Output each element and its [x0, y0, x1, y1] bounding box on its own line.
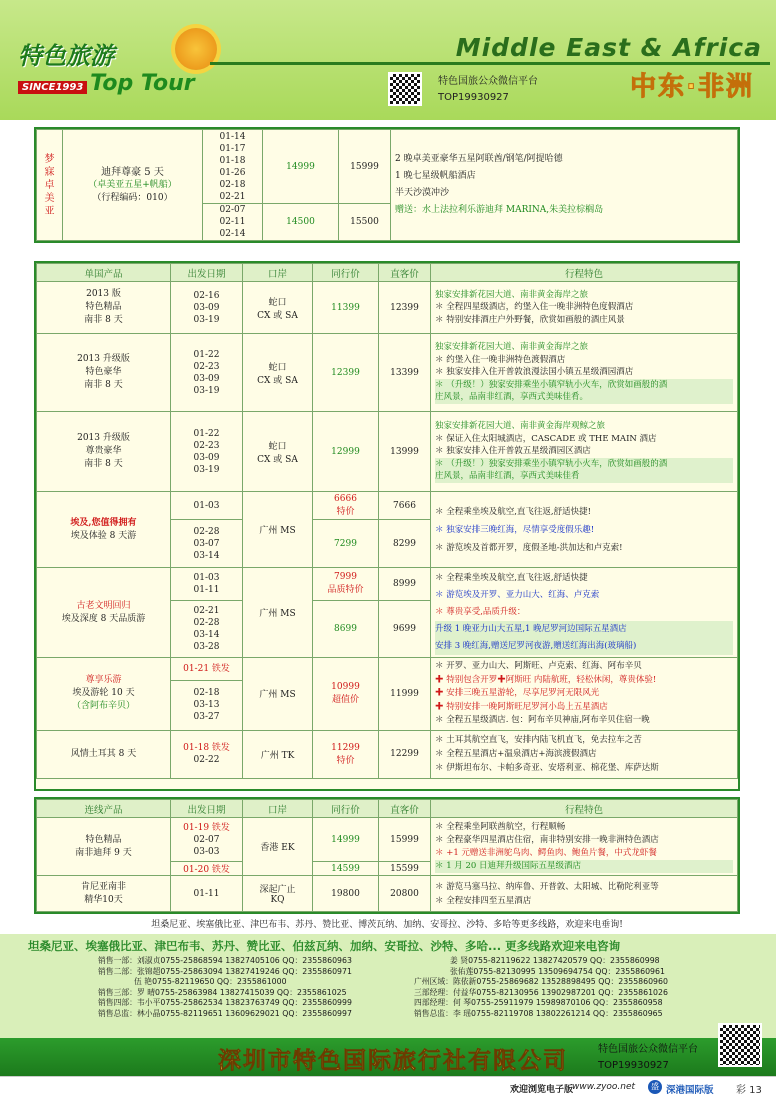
date: 03-14	[193, 629, 220, 640]
feature: 独家安排新花园大道、南非黄金海岸之旅	[435, 342, 589, 353]
company-name: 深圳市特色国际旅行社有限公司	[218, 1048, 568, 1074]
product-code: （行程编码：010）	[92, 192, 173, 203]
col-header: 出发日期	[171, 264, 243, 282]
price-tag: 超值价	[331, 695, 359, 706]
date-list	[171, 680, 243, 730]
date: 03-09	[193, 302, 220, 313]
product-cell	[37, 876, 171, 912]
product-line: 埃及深度 8 天品质游	[61, 613, 146, 624]
table-row	[37, 568, 738, 601]
product-line: 南非 8 天	[84, 315, 123, 325]
logo-en: Top Tour	[90, 71, 195, 96]
logo-since: SINCE1993	[18, 81, 87, 94]
date: 01-21 铁发	[183, 663, 230, 674]
product-line: （含阿布辛贝）	[71, 701, 135, 712]
date: 03-28	[193, 641, 220, 652]
peer-price	[313, 658, 379, 731]
col-header: 同行价	[313, 800, 379, 818]
date: 01-14	[219, 131, 246, 142]
sales-contact: 姜 贤0755-82119622 13827420579 QQ：2355860998	[450, 956, 660, 965]
product-line: 南非迪拜 9 天	[75, 847, 132, 858]
port-line: 蛇口	[268, 297, 287, 308]
feature: ＊ 游览埃及首都开罗，度假圣地-洪加达和卢克索!	[435, 542, 623, 553]
sales-contacts-right	[414, 956, 668, 1019]
port: 广州 MS	[243, 492, 313, 568]
peer-price: 11399	[313, 282, 379, 334]
product-cell	[63, 130, 203, 241]
price-value: 7999	[334, 572, 357, 583]
table-row	[37, 658, 738, 681]
feature: 2 晚卓美亚豪华五星阿联酋/钢笔/阿提哈德	[395, 154, 563, 164]
features	[431, 876, 738, 912]
price-tag: 特价	[336, 507, 355, 517]
wechat-info-bottom	[598, 1042, 698, 1074]
table-row	[37, 818, 738, 862]
product-sub: （卓美亚五星+帆船）	[88, 179, 177, 190]
product-cell	[37, 658, 171, 731]
feature: ＊ 约堡入住一晚非洲特色渡假酒店	[435, 354, 566, 365]
feature: 独家安排新花园大道、南非黄金海岸观鲸之旅	[435, 421, 606, 432]
feature: ✚ 特别安排一晚阿斯旺尼罗河小岛上五星酒店	[435, 701, 608, 712]
price-tag: 特价	[336, 755, 355, 766]
product-line: 风情土耳其 8 天	[70, 748, 137, 759]
feature: 安排 3 晚红海,赠送尼罗河夜游,赠送红海出海(玻璃船)	[435, 638, 733, 655]
feature: ✚ 安排三晚五星游轮，尽享尼罗河无限风光	[435, 688, 600, 698]
retail-price: 15500	[339, 204, 391, 241]
col-header: 单国产品	[37, 264, 171, 282]
features	[431, 334, 738, 412]
retail-price: 15999	[339, 130, 391, 204]
destinations-banner: 坦桑尼亚、埃塞俄比亚、津巴布韦、苏丹、赞比亚、伯兹瓦纳、加纳、安哥拉、沙特、多哈... 更多线路欢迎来电咨询	[28, 939, 621, 953]
date-list	[203, 204, 263, 241]
feature: ＊ 全程四星级酒店，约堡入住一晚非洲特色度假酒店	[435, 302, 634, 313]
date: 01-17	[219, 143, 246, 154]
features	[431, 568, 738, 658]
brand-logo	[18, 36, 195, 96]
dubai-table	[34, 127, 740, 243]
date: 02-21	[193, 605, 220, 616]
feature: ＊ 伊斯坦布尔、卡帕多奇亚、安塔利亚、棉花堡、库萨达斯	[435, 763, 659, 773]
date: 02-18	[193, 688, 220, 699]
price-value: 6666	[334, 494, 357, 504]
feature: ＊ 保证入住太阳城酒店，CASCADE 或 THE MAIN 酒店	[435, 433, 657, 444]
peer-price: 12999	[313, 412, 379, 492]
feature: 半天沙漠冲沙	[395, 188, 450, 198]
sales-contact: 销售四部：韦小平0755-25862534 13823763749 QQ：2355860999	[98, 998, 352, 1007]
price-value: 11299	[331, 742, 360, 753]
peer-price	[313, 492, 379, 520]
sales-contacts-left	[98, 956, 352, 1019]
product-line: 埃及,您值得拥有	[70, 517, 137, 528]
product-cell	[37, 730, 171, 778]
date: 03-14	[193, 550, 220, 561]
col-header: 连线产品	[37, 800, 171, 818]
sales-contact: 销售三部：罗 晴0755-25863984 13827415039 QQ：2355861025	[98, 987, 347, 997]
table-row	[37, 412, 738, 492]
retail-price: 12299	[379, 730, 431, 778]
date: 02-23	[193, 361, 220, 372]
feature: ＊ （升级！）独家安排乘坐小镇窄轨小火车，欣赏如画般的酒	[435, 458, 733, 471]
feature: 庄风景，品南非红酒，享西式美味佳肴	[435, 470, 733, 483]
features	[431, 730, 738, 778]
date: 01-18	[219, 155, 246, 166]
date-list	[171, 492, 243, 520]
retail-price: 9699	[379, 600, 431, 657]
feature: 1 晚七星级帆船酒店	[395, 171, 476, 181]
port-line: 蛇口	[268, 362, 287, 373]
product-line: 2013 升级版	[77, 433, 130, 443]
date: 02-14	[219, 229, 246, 239]
features	[431, 412, 738, 492]
feature: ＊ 全程乘坐阿联酋航空，行程顺畅	[435, 821, 566, 832]
peer-price: 7299	[313, 520, 379, 568]
date: 03-07	[193, 538, 220, 549]
col-header: 口岸	[243, 264, 313, 282]
retail-price: 13999	[379, 412, 431, 492]
col-header: 行程特色	[431, 264, 738, 282]
date: 03-03	[193, 846, 220, 857]
single-country-table	[34, 261, 740, 791]
date: 03-19	[193, 314, 220, 325]
product-line: 特色精品	[85, 302, 122, 312]
peer-price	[313, 568, 379, 601]
retail-price: 12399	[379, 282, 431, 334]
features	[391, 130, 738, 241]
port	[243, 282, 313, 334]
page-footer	[0, 1076, 776, 1100]
col-header: 口岸	[243, 800, 313, 818]
feature: ＊ 特别安排酒庄户外野餐，欣赏如画般的酒庄风景	[435, 314, 625, 325]
retail-price: 8299	[379, 520, 431, 568]
date: 02-16	[193, 290, 220, 301]
feature: ＊ 全程五星酒店+温泉酒店+海滨渡假酒店	[435, 749, 597, 759]
routes-note: 坦桑尼亚、埃塞俄比亚、津巴布韦、苏丹、赞比亚、博茨瓦纳、加纳、安哥拉、沙特、多哈等更多线路，欢迎来电垂询!	[151, 920, 623, 930]
feature: ＊ 游览埃及开罗、亚力山大、红海、卢克索	[435, 590, 600, 600]
product-line: 特色豪华	[85, 367, 122, 377]
peer-price: 14599	[313, 862, 379, 876]
logo-cn: 特色旅游	[18, 42, 114, 70]
date: 02-18	[219, 179, 246, 190]
date: 01-26	[219, 167, 246, 178]
date-list	[171, 658, 243, 681]
date: 03-13	[193, 700, 220, 711]
peer-price: 12399	[313, 334, 379, 412]
features	[431, 492, 738, 568]
product-line: 尊贵豪华	[85, 446, 122, 456]
date: 02-23	[193, 440, 220, 451]
table-row	[37, 492, 738, 520]
product-name: 迪拜尊豪 5 天	[101, 166, 164, 178]
wechat-info	[438, 74, 538, 106]
sales-contact: 伍 艳0755-82119650 QQ：2355861000	[134, 977, 287, 986]
sales-contact: 广州区域：陈依新0755-25869682 13528898495 QQ：2355860960	[414, 977, 668, 986]
feature: ＊ 游览马塞马拉、纳库鲁、开普敦、太阳城、比勒陀利亚等	[435, 881, 659, 892]
page-number: 彩 13	[736, 1085, 762, 1096]
sales-contact: 销售二部：张锦超0755-25863094 13827419246 QQ：2355860971	[98, 966, 352, 976]
date: 03-19	[193, 464, 220, 475]
title-cn: 中东·非洲	[630, 72, 754, 102]
product-line: 2013 升级版	[77, 354, 130, 364]
feature: 庄风景，品南非红酒，享西式美味佳肴。	[435, 391, 733, 404]
edition-icon: 盛	[648, 1080, 662, 1094]
feature: ＊ 全程豪华四星酒店住宿，南非特别安排一晚非洲特色酒店	[435, 834, 659, 845]
date: 01-03	[193, 500, 220, 511]
feature: ＊ 全程安排四至五星酒店	[435, 895, 532, 906]
retail-price: 15599	[379, 862, 431, 876]
feature: 赠送：水上法拉利乐游迪拜 MARINA,朱美拉棕榈岛	[395, 205, 604, 215]
col-header: 直客价	[379, 800, 431, 818]
feature: 升级 1 晚亚力山大五星,1 晚尼罗河边国际五星酒店	[435, 621, 733, 638]
date-list	[171, 600, 243, 657]
title-en: Middle East & Africa	[455, 33, 762, 62]
date-list	[171, 520, 243, 568]
date-list	[171, 818, 243, 862]
date: 01-18 铁发	[183, 743, 230, 753]
qr-code-icon	[718, 1023, 762, 1067]
date: 02-28	[193, 526, 220, 537]
features	[431, 818, 738, 876]
port: 广州 MS	[243, 568, 313, 658]
product-line: 特色精品	[85, 834, 122, 845]
port-line: 蛇口	[268, 441, 287, 452]
date: 01-22	[193, 349, 220, 360]
port-line: CX 或 SA	[257, 375, 298, 386]
product-line: 南非 8 天	[84, 380, 123, 390]
peer-price: 14999	[313, 818, 379, 862]
feature: ＊ 独家安排入住开普敦浪漫法国小镇五星级酒园酒店	[435, 367, 634, 378]
date: 03-09	[193, 452, 220, 463]
date: 01-03	[193, 572, 220, 583]
product-cell	[37, 282, 171, 334]
retail-price: 13399	[379, 334, 431, 412]
date: 02-28	[193, 617, 220, 628]
feature: ＊ （升级！）独家安排乘坐小镇窄轨小火车，欣赏如画般的酒	[435, 379, 733, 392]
feature: ＊ 开罗、亚力山大、阿斯旺、卢克索、红海、阿布辛贝	[435, 661, 642, 671]
date-list	[171, 730, 243, 778]
date: 01-20 铁发	[171, 862, 243, 876]
feature: ＊ +1 元赠送非洲鸵鸟肉、鳄鱼肉、鲍鱼片餐，中式龙虾餐	[435, 847, 657, 858]
edition-name: 深港国际版	[666, 1085, 714, 1096]
date: 03-09	[193, 373, 220, 384]
peer-price: 8699	[313, 600, 379, 657]
product-cell	[37, 412, 171, 492]
product-line: 古老文明回归	[76, 600, 131, 611]
product-line: 埃及体验 8 天游	[70, 530, 137, 541]
date: 03-27	[193, 712, 220, 723]
features	[431, 658, 738, 731]
product-line: 精华10天	[84, 894, 123, 905]
port-line: CX 或 SA	[257, 310, 298, 321]
feature: ＊ 1 月 20 日迪拜升级国际五星级酒店	[435, 860, 733, 873]
page-header	[0, 0, 776, 120]
feature: ＊ 独家安排入住开普敦五星级酒园区酒店	[435, 446, 591, 457]
peer-price	[313, 730, 379, 778]
port-line: KQ	[270, 895, 285, 905]
retail-price: 20800	[379, 876, 431, 912]
peer-price: 14999	[263, 130, 339, 204]
qr-code-icon	[388, 72, 422, 106]
feature: ＊ 全程乘坐埃及航空,直飞往返,舒适快捷	[435, 573, 588, 583]
date: 01-11	[193, 584, 220, 595]
feature: ＊ 全程五星级酒店. 包：阿布辛贝神庙,阿布辛贝住宿一晚	[435, 715, 650, 725]
footer-url[interactable]: www.zyoo.net	[572, 1082, 636, 1092]
port: 香港 EK	[243, 818, 313, 876]
date: 03-19	[193, 385, 220, 396]
col-header: 直客价	[379, 264, 431, 282]
features	[431, 282, 738, 334]
table-row	[37, 282, 738, 334]
product-cell	[37, 818, 171, 876]
date: 02-21	[219, 191, 246, 202]
feature: ＊ 全程乘坐埃及航空,直飞往返,舒适快捷!	[435, 506, 592, 517]
port: 广州 TK	[243, 730, 313, 778]
feature: ✚ 特别包含开罗✚阿斯旺 内陆航班，轻松休闲，尊贵体验!	[435, 674, 657, 685]
product-line: 2013 版	[86, 289, 121, 299]
retail-price: 15999	[379, 818, 431, 862]
product-cell	[37, 492, 171, 568]
sales-contact: 四部经理：何 琴0755-25911979 15989870106 QQ：2355860958	[414, 998, 663, 1007]
port-line: 深起广止	[259, 885, 296, 895]
feature: ＊ 土耳其航空直飞，安排内陆飞机直飞，免去拉车之苦	[435, 735, 642, 745]
product-line: 南非 8 天	[84, 459, 123, 469]
port: 广州 MS	[243, 658, 313, 731]
footer-text: 欢迎浏览电子版	[510, 1085, 574, 1095]
product-line: 肯尼亚南非	[80, 881, 126, 892]
date: 01-11	[171, 876, 243, 912]
product-line: 尊享乐游	[85, 675, 122, 686]
port	[243, 412, 313, 492]
feature: 独家安排新花园大道、南非黄金海岸之旅	[435, 289, 589, 300]
combo-table	[34, 797, 740, 914]
product-line: 埃及游轮 10 天	[72, 688, 135, 699]
table-row	[37, 730, 738, 778]
date-list	[171, 334, 243, 412]
port	[243, 334, 313, 412]
product-cell	[37, 568, 171, 658]
retail-price: 7666	[379, 492, 431, 520]
sales-contact: 销售总监：林小晶0755-82119651 13609629021 QQ：2355860997	[98, 1008, 352, 1018]
retail-price: 8999	[379, 568, 431, 601]
table-row	[37, 334, 738, 412]
peer-price: 14500	[263, 204, 339, 241]
sales-contact: 张佑莲0755-82130995 13509694754 QQ：2355860961	[450, 966, 665, 976]
row-label: 梦寐卓美亚	[37, 130, 63, 241]
divider-swoosh	[210, 62, 770, 65]
wechat-id: TOP19930927	[598, 1060, 669, 1071]
feature: ＊ 独家安排三晚红海，尽情享受度假乐趣!	[435, 524, 595, 535]
sales-contact: 销售一部：刘淑贞0755-25868594 13827405106 QQ：2355860963	[98, 956, 352, 965]
price-value: 10999	[331, 682, 360, 693]
date: 02-07	[219, 205, 246, 215]
wechat-label: 特色国旅公众微信平台	[438, 76, 538, 87]
sales-contact: 销售总监：李 瑶0755-82119708 13802261214 QQ：2355860965	[414, 1008, 663, 1018]
date: 02-07	[193, 834, 220, 845]
port-line: CX 或 SA	[257, 454, 298, 465]
date-list	[171, 568, 243, 601]
wechat-id: TOP19930927	[438, 92, 509, 103]
date: 02-11	[219, 217, 246, 227]
date-list	[171, 282, 243, 334]
date-list	[203, 130, 263, 204]
peer-price: 19800	[313, 876, 379, 912]
col-header: 出发日期	[171, 800, 243, 818]
date-list	[171, 412, 243, 492]
table-row	[37, 876, 738, 912]
col-header: 行程特色	[431, 800, 738, 818]
port	[243, 876, 313, 912]
date: 01-22	[193, 428, 220, 439]
product-cell	[37, 334, 171, 412]
feature: ＊ 尊贵享受,品质升级：	[435, 607, 526, 617]
date: 02-22	[193, 755, 220, 765]
retail-price: 11999	[379, 658, 431, 731]
col-header: 同行价	[313, 264, 379, 282]
price-tag: 品质特价	[327, 585, 364, 596]
wechat-label: 特色国旅公众微信平台	[598, 1044, 698, 1055]
sales-contact: 三部经理：付益华0755-82130956 13902987201 QQ：2355861026	[414, 987, 668, 997]
date: 01-19 铁发	[183, 822, 230, 833]
